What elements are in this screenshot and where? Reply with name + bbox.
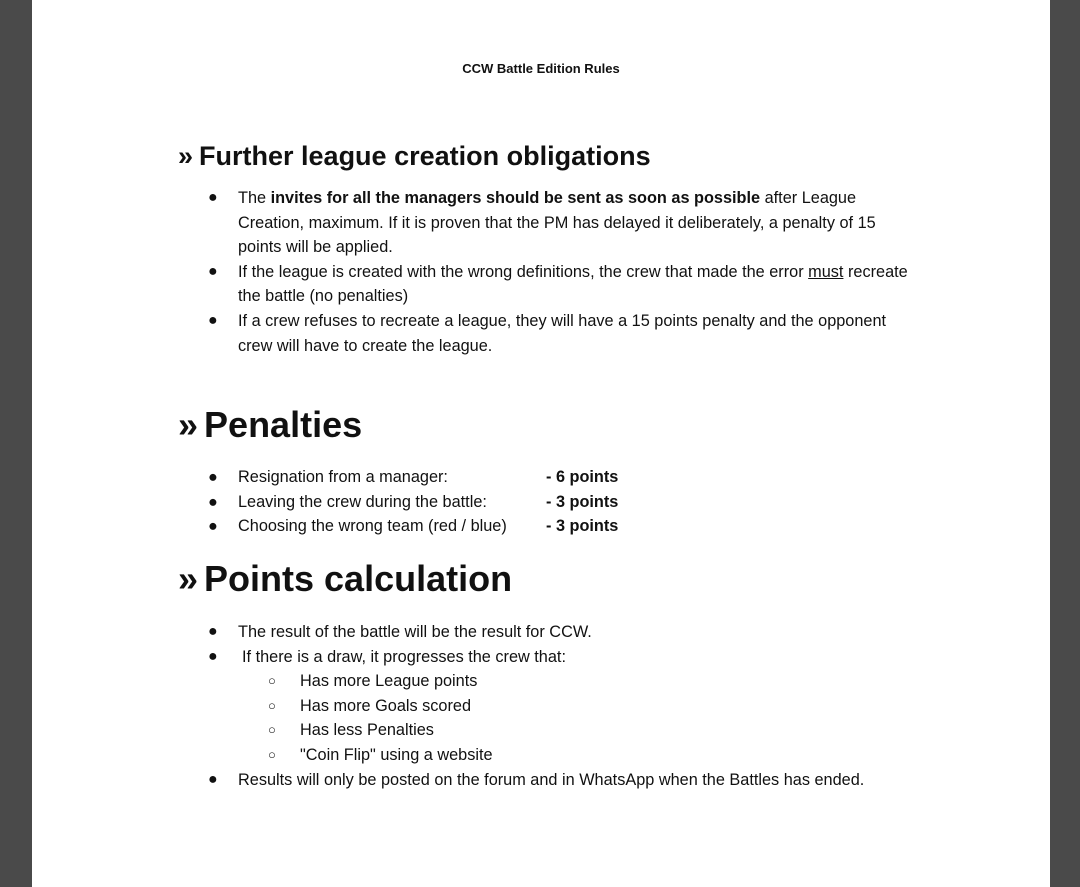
list-item-bold-text: invites for all the managers should be sent as soon as possible xyxy=(270,189,761,207)
sub-list-item xyxy=(238,743,918,768)
sub-list-item-text: Has more Goals scored xyxy=(300,696,472,715)
circle-bullet-icon: ○ xyxy=(268,673,276,689)
list-item-text: Results will only be posted on the forum and in WhatsApp when the Battles has ended. xyxy=(238,770,865,789)
list-item-text: If the league is created with the wrong definitions, the crew that made the error xyxy=(238,262,809,281)
bullet-icon: ● xyxy=(208,311,218,329)
heading-text: Penalties xyxy=(204,404,363,445)
list-item xyxy=(32,645,918,768)
sub-list-item-text: Has less Penalties xyxy=(300,721,434,740)
sub-list-item xyxy=(238,669,918,694)
list-item xyxy=(32,186,918,260)
chevron-marker: » xyxy=(178,141,194,171)
heading-text: Further league creation obligations xyxy=(199,141,651,171)
list-item-text: The result of the battle will be the result for CCW. xyxy=(238,623,592,641)
heading-text: Points calculation xyxy=(204,558,513,599)
list-item-text: If there is a draw, it progresses the crew that: xyxy=(242,647,566,666)
tiebreaker-list xyxy=(238,669,918,767)
sub-list-item xyxy=(238,694,918,719)
bullet-icon: ● xyxy=(208,492,218,511)
points-calculation-list xyxy=(32,620,918,792)
penalty-label: Resignation from a manager: xyxy=(238,468,448,486)
list-item-text: The xyxy=(238,189,271,207)
bullet-icon: ● xyxy=(208,647,218,665)
document-page xyxy=(32,0,1050,887)
bullet-icon: ● xyxy=(208,189,218,206)
list-item xyxy=(32,260,918,309)
list-item xyxy=(32,309,918,358)
penalty-value: - 3 points xyxy=(546,492,619,511)
list-item xyxy=(32,620,918,645)
obligations-list xyxy=(32,186,918,358)
circle-bullet-icon: ○ xyxy=(268,697,276,713)
sub-list-item-text: Has more League points xyxy=(300,672,478,691)
list-item xyxy=(32,768,918,793)
bullet-icon: ● xyxy=(208,468,218,486)
circle-bullet-icon: ○ xyxy=(268,746,276,762)
list-item-text: If a crew refuses to recreate a league, they will have a 15 points penalty and the opponent crew will have to create the league. xyxy=(238,311,887,355)
list-item-underlined-text: must xyxy=(808,262,844,281)
sub-list-item xyxy=(238,718,918,743)
document-title: CCW Battle Edition Rules xyxy=(462,61,620,76)
heading-league-creation-obligations xyxy=(178,141,651,172)
list-item-text: after League Creation, maximum. If it is proven that the PM has delayed it deliberately, a penalty of 15 points will be applied. xyxy=(238,189,876,257)
heading-points-calculation xyxy=(178,558,512,600)
penalty-value: - 3 points xyxy=(546,517,619,536)
sub-list-item-text: "Coin Flip" using a website xyxy=(300,745,493,764)
list-item-text: recreate the battle (no penalties) xyxy=(238,262,908,306)
penalty-value: - 6 points xyxy=(546,468,619,486)
chevron-marker: » xyxy=(178,404,199,445)
bullet-icon: ● xyxy=(208,262,218,280)
penalty-label: Choosing the wrong team (red / blue) xyxy=(238,517,507,536)
penalty-label: Leaving the crew during the battle: xyxy=(238,492,487,511)
bullet-icon: ● xyxy=(208,770,218,788)
bullet-icon: ● xyxy=(208,623,218,640)
circle-bullet-icon: ○ xyxy=(268,722,276,738)
bullet-icon: ● xyxy=(208,517,218,536)
heading-penalties xyxy=(178,404,362,446)
chevron-marker: » xyxy=(178,558,199,599)
